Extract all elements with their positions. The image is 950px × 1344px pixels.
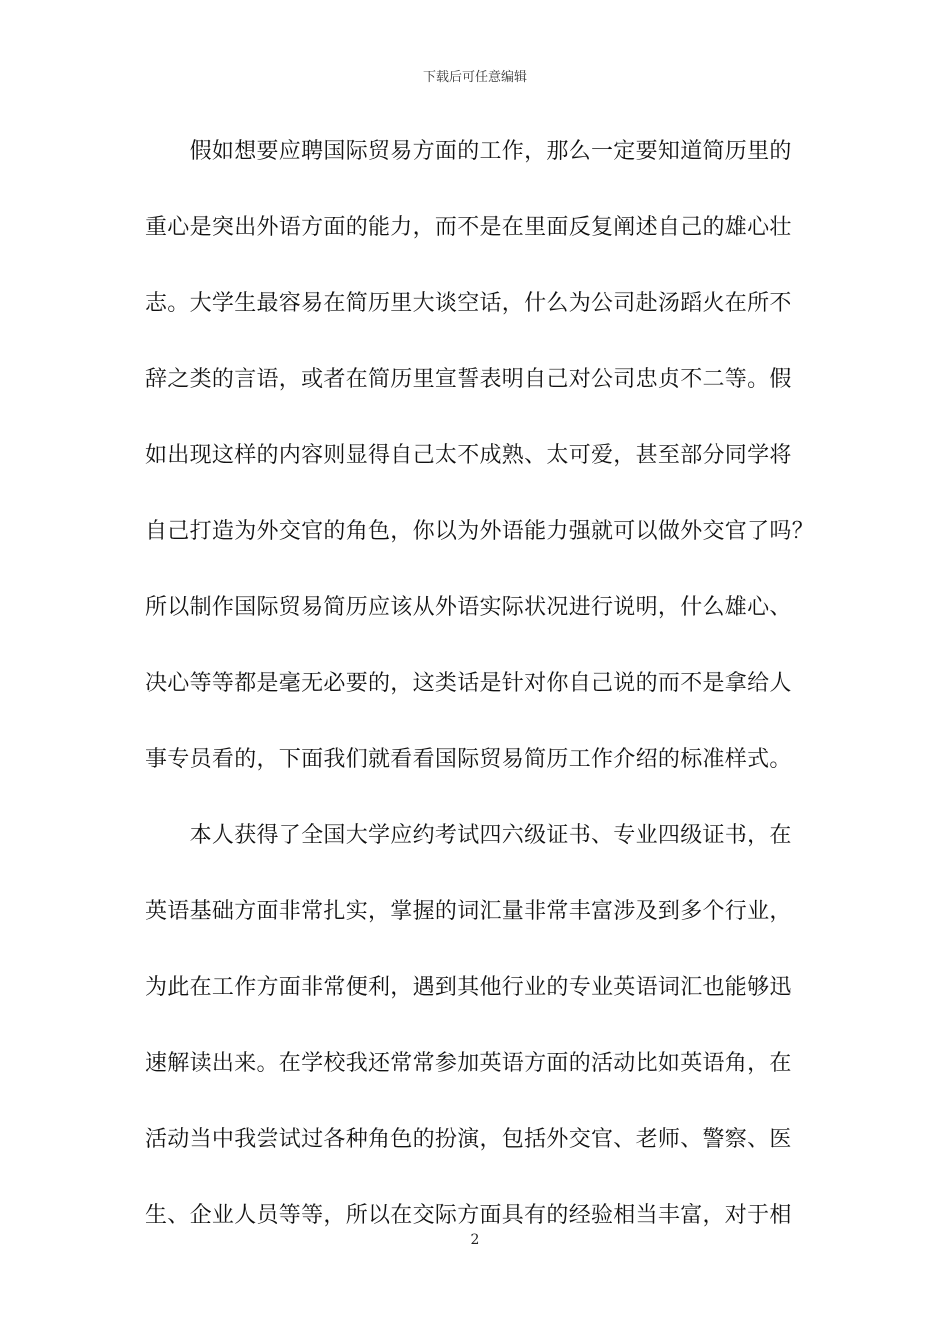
body-line: 决心等等都是毫无必要的，这类话是针对你自己说的而不是拿给人 bbox=[145, 671, 792, 696]
body-line: 生、企业人员等等，所以在交际方面具有的经验相当丰富，对于相 bbox=[145, 1203, 792, 1228]
body-line: 活动当中我尝试过各种角色的扮演，包括外交官、老师、警察、医 bbox=[145, 1127, 792, 1152]
page-number: 2 bbox=[470, 1232, 480, 1248]
body-line: 假如想要应聘国际贸易方面的工作，那么一定要知道简历里的 bbox=[145, 139, 792, 164]
body-line: 辞之类的言语，或者在简历里宣誓表明自己对公司忠贞不二等。假 bbox=[145, 367, 792, 392]
body-line: 志。大学生最容易在简历里大谈空话，什么为公司赴汤蹈火在所不 bbox=[145, 291, 792, 316]
body-line: 英语基础方面非常扎实，掌握的词汇量非常丰富涉及到多个行业， bbox=[145, 899, 792, 924]
body-line: 本人获得了全国大学应约考试四六级证书、专业四级证书，在 bbox=[145, 823, 792, 848]
body-line: 所以制作国际贸易简历应该从外语实际状况进行说明，什么雄心、 bbox=[145, 595, 792, 620]
body-line: 如出现这样的内容则显得自己太不成熟、太可爱，甚至部分同学将 bbox=[145, 443, 792, 468]
body-line: 重心是突出外语方面的能力，而不是在里面反复阐述自己的雄心壮 bbox=[145, 215, 792, 240]
document-body bbox=[145, 134, 815, 1274]
body-line: 速解读出来。在学校我还常常参加英语方面的活动比如英语角，在 bbox=[145, 1051, 792, 1076]
body-line: 自己打造为外交官的角色，你以为外语能力强就可以做外交官了吗？ bbox=[145, 519, 815, 544]
body-line: 事专员看的，下面我们就看看国际贸易简历工作介绍的标准样式。 bbox=[145, 747, 792, 772]
body-line: 为此在工作方面非常便利，遇到其他行业的专业英语词汇也能够迅 bbox=[145, 975, 792, 1000]
page-header: 下载后可任意编辑 bbox=[422, 70, 527, 85]
